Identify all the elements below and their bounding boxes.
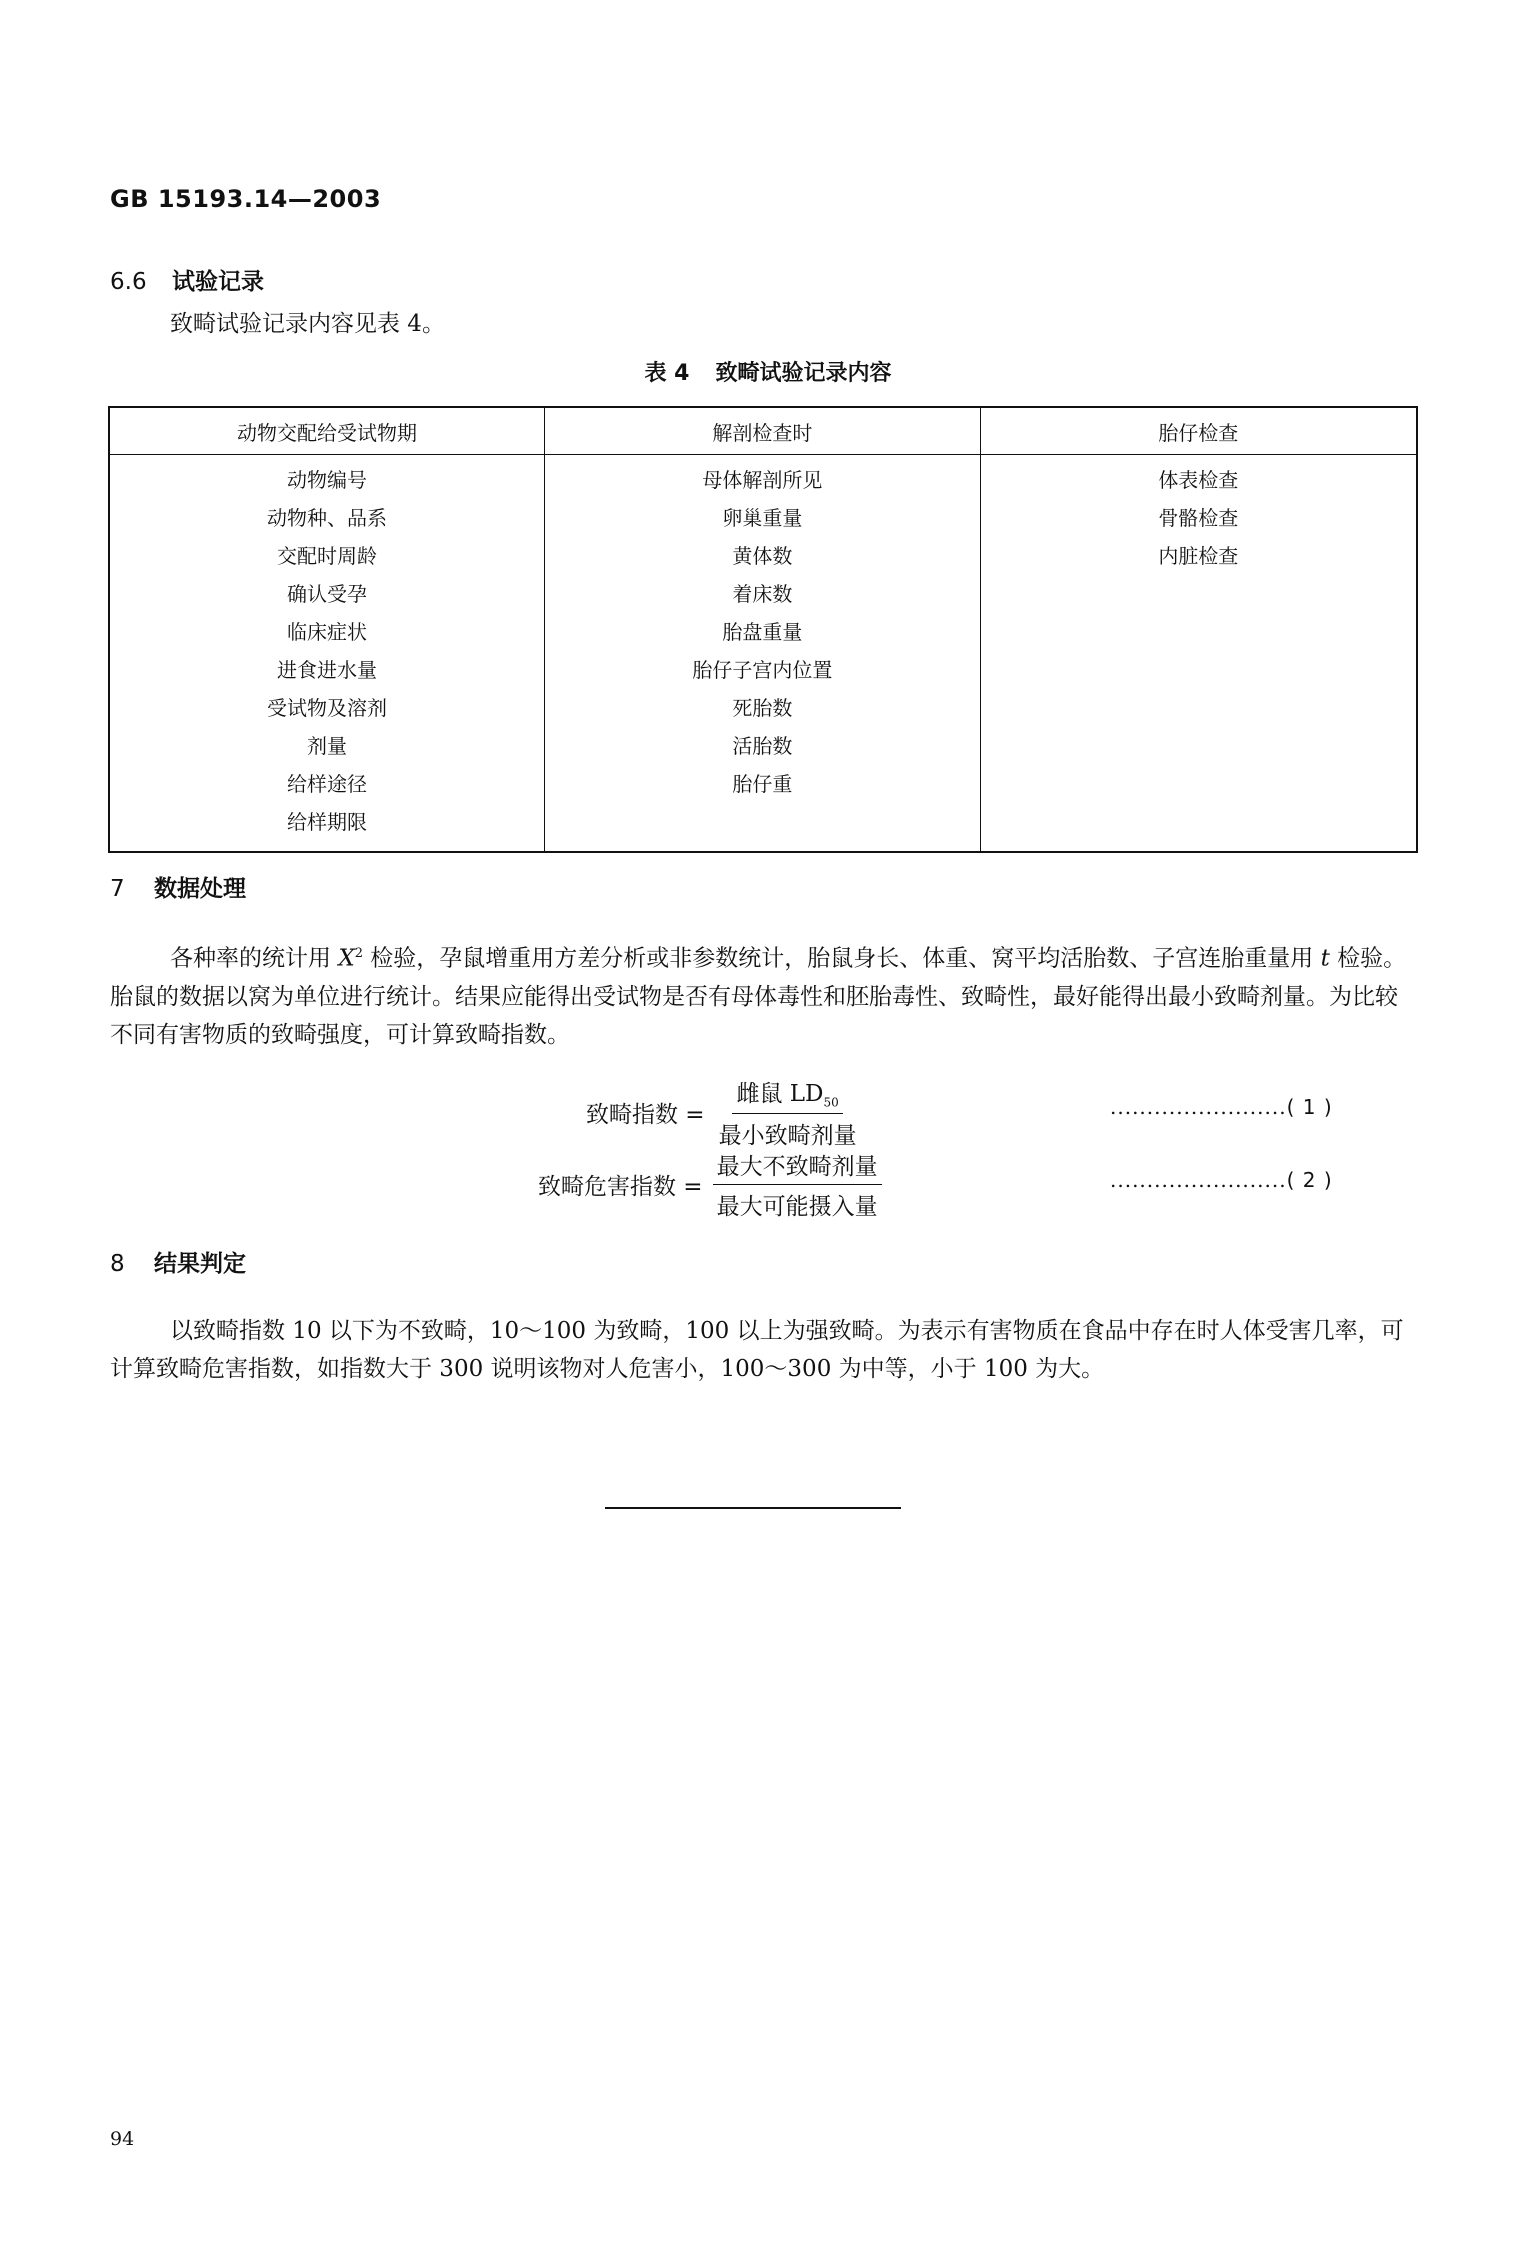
table-cell: 死胎数 bbox=[732, 696, 793, 720]
page-number: 94 bbox=[110, 2128, 135, 2150]
table-cell: 胎仔子宫内位置 bbox=[692, 658, 833, 682]
table-cell: 给样途径 bbox=[287, 772, 368, 796]
table-cell: 体表检查 bbox=[1158, 468, 1239, 492]
table-cell: 剂量 bbox=[307, 734, 348, 758]
table-cell: 临床症状 bbox=[287, 620, 368, 644]
formula-lhs: 致畸危害指数 = bbox=[538, 1174, 703, 1200]
equation-number: ( 1 ) bbox=[1286, 1095, 1333, 1119]
table-cell: 黄体数 bbox=[732, 544, 793, 568]
standard-code: GB 15193.14—2003 bbox=[110, 185, 382, 213]
formula-1-leader bbox=[1110, 1095, 1333, 1119]
table-cell: 动物编号 bbox=[287, 468, 368, 492]
equation-number: ( 2 ) bbox=[1286, 1168, 1333, 1192]
superscript: 2 bbox=[354, 946, 363, 961]
table-caption-label: 表 4 bbox=[644, 361, 690, 386]
formula-1 bbox=[586, 1075, 861, 1150]
t-symbol: t bbox=[1320, 945, 1330, 972]
section-number: 7 bbox=[110, 876, 125, 902]
denominator: 最小致畸剂量 bbox=[718, 1122, 857, 1149]
section-number: 6.6 bbox=[110, 269, 147, 295]
record-table bbox=[108, 406, 1418, 853]
table-body-row bbox=[109, 455, 1417, 853]
table-header-cell: 解剖检查时 bbox=[545, 407, 981, 455]
section-7-paragraph bbox=[110, 935, 1420, 1054]
section-7-heading bbox=[110, 870, 246, 903]
formula-2 bbox=[538, 1148, 882, 1221]
table-cell: 受试物及溶剂 bbox=[267, 696, 388, 720]
text-run: 检验，孕鼠增重用方差分析或非参数统计，胎鼠身长、体重、窝平均活胎数、子宫连胎重量用 bbox=[362, 945, 1321, 972]
leader-dots: ........................ bbox=[1110, 1168, 1287, 1192]
fraction bbox=[713, 1148, 882, 1221]
table-column-mating bbox=[109, 455, 545, 853]
text-run: 各种率的统计用 bbox=[170, 945, 339, 972]
section-8-paragraph: 以致畸指数 10 以下为不致畸，10～100 为致畸，100 以上为强致畸。为表示有害物质在食品中存在时人体受害几率，可计算致畸危害指数，如指数大于 300 说明该物对人危害小，100～300 为中等，小于 100 为大。 bbox=[110, 1318, 1404, 1382]
table-header-row bbox=[109, 407, 1417, 455]
section-title: 结果判定 bbox=[154, 1251, 246, 1277]
section-title: 试验记录 bbox=[172, 269, 264, 295]
table-cell: 交配时周龄 bbox=[277, 544, 378, 568]
end-rule bbox=[605, 1507, 901, 1509]
text-run: 检验。胎鼠的数据以窝为单位进行统计。结果应能得出受试物是否有母体毒性和胚胎毒性、致畸性，最好能得出最小致畸剂量。为比较不同有害物质的致畸强度，可计算致畸指数。 bbox=[110, 945, 1407, 1048]
table-cell: 着床数 bbox=[732, 582, 793, 606]
table-cell: 胎盘重量 bbox=[722, 620, 803, 644]
section-6-6-text: 致畸试验记录内容见表 4。 bbox=[170, 311, 445, 337]
section-number: 8 bbox=[110, 1251, 125, 1277]
formula-lhs: 致畸指数 = bbox=[586, 1101, 705, 1128]
table-cell: 进食进水量 bbox=[277, 658, 378, 682]
table-header-cell: 动物交配给受试物期 bbox=[109, 407, 545, 455]
section-8-heading bbox=[110, 1245, 246, 1278]
chi-symbol: X bbox=[338, 945, 355, 972]
table-cell: 骨骼检查 bbox=[1158, 506, 1239, 530]
table-caption-title: 致畸试验记录内容 bbox=[715, 361, 892, 386]
denominator: 最大可能摄入量 bbox=[716, 1194, 878, 1220]
table-cell: 给样期限 bbox=[287, 810, 368, 834]
table-caption bbox=[0, 356, 1536, 387]
subscript: 50 bbox=[823, 1095, 839, 1110]
table-column-fetus bbox=[980, 455, 1417, 853]
table-cell: 动物种、品系 bbox=[267, 506, 388, 530]
numerator: 最大不致畸剂量 bbox=[713, 1148, 882, 1185]
table-cell: 确认受孕 bbox=[287, 582, 368, 606]
table-cell: 活胎数 bbox=[732, 734, 793, 758]
section-6-6-heading bbox=[110, 263, 264, 296]
fraction bbox=[715, 1075, 861, 1150]
table-cell: 内脏检查 bbox=[1158, 544, 1239, 568]
table-cell: 胎仔重 bbox=[732, 772, 793, 796]
numerator-text: 雌鼠 LD bbox=[736, 1081, 824, 1107]
section-title: 数据处理 bbox=[154, 876, 246, 902]
table-column-dissection bbox=[545, 455, 981, 853]
table-header-cell: 胎仔检查 bbox=[980, 407, 1417, 455]
table-cell: 母体解剖所见 bbox=[702, 468, 823, 492]
numerator bbox=[732, 1075, 842, 1114]
leader-dots: ........................ bbox=[1110, 1095, 1287, 1119]
formula-2-leader bbox=[1110, 1168, 1333, 1192]
table-cell: 卵巢重量 bbox=[722, 506, 803, 530]
